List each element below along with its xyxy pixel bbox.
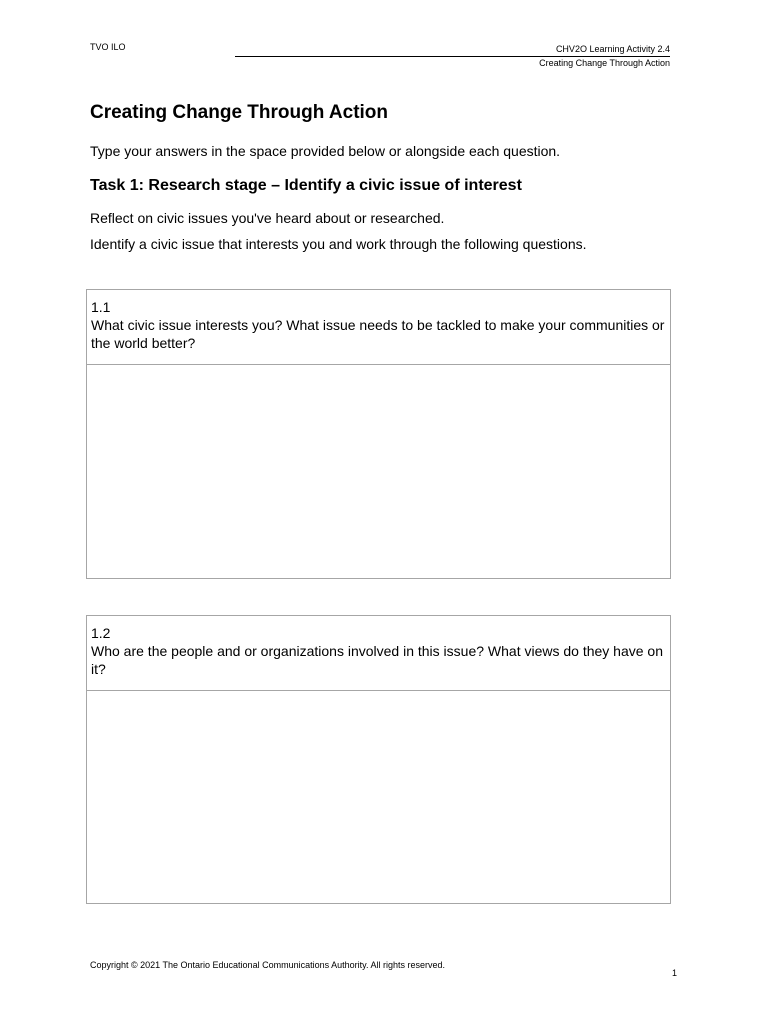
question-header [87,290,670,365]
task-heading: Task 1: Research stage – Identify a civic issue of interest [90,177,522,194]
question-text: Who are the people and or organizations involved in this issue? What views do they have on it? [91,643,664,677]
question-number: 1.2 [91,625,111,641]
answer-area[interactable] [87,365,670,578]
header-activity-title: Creating Change Through Action [539,58,670,68]
question-text: What civic issue interests you? What issue needs to be tackled to make your communities or the world better? [91,317,665,351]
task-paragraph: Identify a civic issue that interests you and work through the following questions. [90,236,587,252]
header-course-activity: CHV2O Learning Activity 2.4 [555,44,670,54]
page-number: 1 [671,968,677,978]
header-divider [235,56,670,57]
page-title: Creating Change Through Action [90,102,389,123]
instructions-text: Type your answers in the space provided below or alongside each question. [90,143,561,159]
footer-copyright: Copyright © 2021 The Ontario Educational Communications Authority. All rights reserved. [90,960,445,970]
header-org: TVO ILO [90,42,126,52]
question-number: 1.1 [91,299,111,315]
answer-area[interactable] [87,691,670,904]
question-header [87,616,670,691]
question-box-1-2 [86,615,671,904]
question-box-1-1 [86,289,671,579]
task-paragraph: Reflect on civic issues you've heard about or researched. [90,210,445,226]
